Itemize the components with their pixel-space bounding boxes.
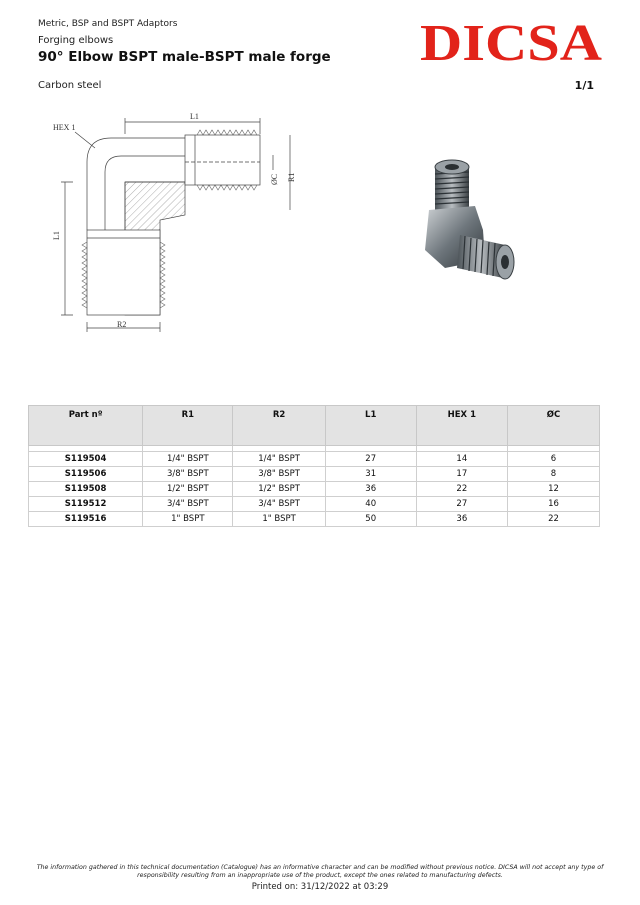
table-header-row — [29, 406, 600, 446]
parts-table — [28, 405, 600, 527]
cell-oc: 16 — [507, 497, 599, 512]
cell-r1: 1/2" BSPT — [143, 482, 233, 497]
cell-r1: 3/8" BSPT — [143, 467, 233, 482]
dicsa-logo — [419, 16, 603, 66]
label-l1-top: L1 — [190, 112, 199, 121]
col-header-l1: L1 — [325, 406, 416, 446]
cell-l1: 31 — [325, 467, 416, 482]
cell-oc: 22 — [507, 512, 599, 527]
page-title: 90° Elbow BSPT male-BSPT male forge — [38, 49, 331, 65]
table-row — [29, 497, 600, 512]
cell-r1: 1" BSPT — [143, 512, 233, 527]
col-header-part: Part nº — [29, 406, 143, 446]
breadcrumb-category: Metric, BSP and BSPT Adaptors — [38, 19, 178, 29]
breadcrumb-subcategory: Forging elbows — [38, 35, 114, 46]
label-hex: HEX 1 — [53, 123, 76, 132]
cell-oc: 8 — [507, 467, 599, 482]
product-render — [405, 150, 530, 285]
cell-r2: 1/2" BSPT — [233, 482, 325, 497]
cell-part: S119516 — [29, 512, 143, 527]
cell-l1: 27 — [325, 452, 416, 467]
cell-hex: 22 — [416, 482, 507, 497]
cell-r2: 3/4" BSPT — [233, 497, 325, 512]
cell-oc: 6 — [507, 452, 599, 467]
label-r1: R1 — [287, 172, 296, 182]
label-l1-side: L1 — [52, 231, 61, 240]
cell-hex: 36 — [416, 512, 507, 527]
col-header-oc: ØC — [507, 406, 599, 446]
disclaimer-text: The information gathered in this technical documentation (Catalogue) has an informative character and can be modified without previous notice. DICSA will not accept any type of responsibility resulting from an inappropriate use of the product, except the ones related to manufacturing defects. — [36, 864, 604, 879]
cell-l1: 40 — [325, 497, 416, 512]
cell-l1: 50 — [325, 512, 416, 527]
col-header-r2: R2 — [233, 406, 325, 446]
label-oc: ØC — [270, 173, 279, 185]
technical-drawing — [45, 110, 305, 335]
col-header-r1: R1 — [143, 406, 233, 446]
cell-r1: 1/4" BSPT — [143, 452, 233, 467]
cell-part: S119504 — [29, 452, 143, 467]
cell-r2: 3/8" BSPT — [233, 467, 325, 482]
cell-part: S119508 — [29, 482, 143, 497]
cell-r2: 1/4" BSPT — [233, 452, 325, 467]
col-header-hex: HEX 1 — [416, 406, 507, 446]
cell-l1: 36 — [325, 482, 416, 497]
cell-hex: 27 — [416, 497, 507, 512]
cell-part: S119512 — [29, 497, 143, 512]
cell-part: S119506 — [29, 467, 143, 482]
table-row — [29, 512, 600, 527]
cell-r1: 3/4" BSPT — [143, 497, 233, 512]
cell-oc: 12 — [507, 482, 599, 497]
label-r2: R2 — [117, 320, 127, 329]
printed-date: Printed on: 31/12/2022 at 03:29 — [251, 882, 389, 892]
cell-hex: 14 — [416, 452, 507, 467]
cell-hex: 17 — [416, 467, 507, 482]
material-label: Carbon steel — [38, 80, 102, 91]
logo-text: DICSA — [420, 16, 603, 66]
table-row — [29, 467, 600, 482]
table-row — [29, 482, 600, 497]
page-number: 1/1 — [574, 79, 594, 92]
table-row — [29, 452, 600, 467]
cell-r2: 1" BSPT — [233, 512, 325, 527]
